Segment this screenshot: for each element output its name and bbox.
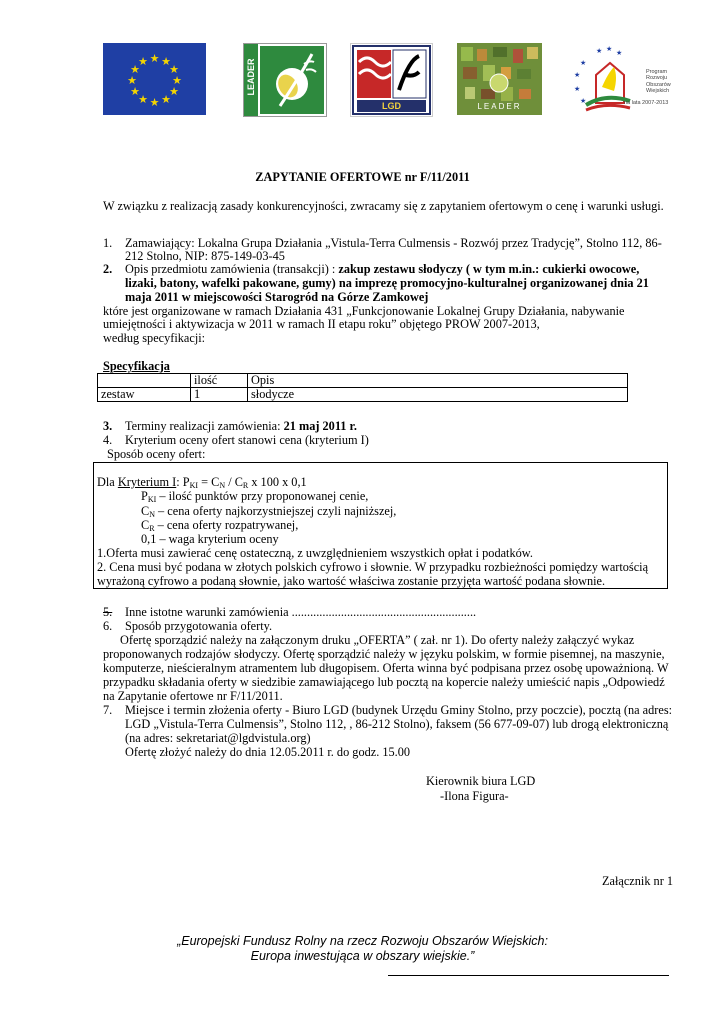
- scoring-point-2-line-1: 2. Cena musi być podana w złotych polskich cyfrowo i słownie. W przypadku rozbieżności pomiędzy wartością: [97, 560, 649, 574]
- prow-logo-text-1: Program: [646, 69, 668, 75]
- item-4-text: Kryterium oceny ofert stanowi cena (kryterium I): [125, 433, 369, 447]
- svg-text:★: ★: [596, 47, 603, 55]
- svg-text:★: ★: [574, 71, 581, 79]
- legend-symbol: C: [141, 518, 150, 532]
- prow-logo-text-5: na lata 2007-2013: [624, 100, 669, 106]
- legend-sub: R: [149, 524, 155, 533]
- scoring-label: Sposób oceny ofert:: [107, 447, 206, 461]
- formula-part: / C: [225, 475, 243, 489]
- spec-header-row: [98, 374, 628, 388]
- eu-stars-icon: [103, 43, 206, 115]
- svg-text:★: ★: [169, 63, 179, 76]
- intro-text: W związku z realizacją zasady konkurencyjności, zwracamy się z zapytaniem ofertowym o cenę i warunki usługi.: [103, 199, 664, 213]
- scoring-point-2-line-2: wyrażoną cyfrowo a podaną słownie, jako wartość właściwa zostanie przyjęta wartość podana słownie.: [97, 574, 606, 588]
- spec-row: [98, 388, 628, 402]
- eu-flag-logo: [103, 43, 206, 115]
- svg-text:★: ★: [606, 45, 613, 53]
- item-2-line-6: według specyfikacji:: [103, 331, 206, 345]
- svg-text:★: ★: [574, 85, 581, 93]
- attachment-label: Załącznik nr 1: [602, 874, 674, 888]
- item-7-line-3: (na adres: sekretariat@lgdvistula.org): [125, 731, 311, 745]
- formula-prefix: Dla: [97, 475, 118, 489]
- formula-part: : P: [176, 475, 190, 489]
- item-3-label: Terminy realizacji zamówienia:: [125, 419, 284, 433]
- formula-part: = C: [198, 475, 220, 489]
- scoring-point-1: 1.Oferta musi zawierać cenę ostateczną, z uwzględnieniem wszystkich opłat i podatków.: [97, 546, 533, 560]
- spec-header-cell: [98, 374, 191, 388]
- signature-role: Kierownik biura LGD: [426, 774, 536, 788]
- legend-sub: N: [149, 510, 155, 519]
- svg-text:★: ★: [580, 97, 587, 105]
- legend-cn: [141, 504, 396, 518]
- item-5-text: Inne istotne warunki zamówienia ............................................................: [125, 605, 477, 619]
- formula-part: x 100 x 0,1: [248, 475, 307, 489]
- formula-sub: R: [242, 481, 249, 490]
- svg-text:★: ★: [138, 55, 148, 68]
- spec-table: [97, 373, 628, 402]
- item-3-date: 21 maj 2011 r.: [283, 419, 357, 433]
- leader-logo: [243, 43, 327, 117]
- item-2-line-3: maja 2011 w miejscowości Starogród na Górze Zamkowej: [125, 290, 429, 304]
- leader-logo-text: LEADER: [246, 58, 256, 96]
- svg-text:★: ★: [149, 96, 160, 109]
- svg-text:★: ★: [130, 85, 140, 98]
- criterion-name: Kryterium I: [117, 475, 177, 489]
- lgd-logo: [350, 43, 433, 117]
- svg-text:★: ★: [138, 93, 148, 106]
- footer-divider: [388, 975, 669, 976]
- item-6-line-5: przypadku składania oferty w siedzibie zamawiającego lub pocztą na kopercie należy umieścić napis „Odpowiedź: [103, 675, 665, 689]
- footer-line-1: „Europejski Fundusz Rolny na rzecz Rozwoju Obszarów Wiejskich:: [177, 934, 548, 948]
- legend-symbol: P: [141, 489, 148, 503]
- legend-pki: [141, 489, 368, 503]
- svg-text:★: ★: [161, 55, 171, 68]
- item-1-number: 1.: [103, 236, 113, 250]
- lgd-logo-text: LGD: [382, 101, 401, 111]
- legend-sub: KI: [147, 495, 157, 504]
- mosaic-logo-text: LEADER: [477, 102, 522, 111]
- prow-logo-text-3: Obszarów: [646, 81, 671, 88]
- legend-text: – ilość punktów przy proponowanej cenie,: [156, 489, 369, 503]
- item-1-line-2: 212 Stolno, NIP: 875-149-03-45: [125, 249, 285, 263]
- svg-text:★: ★: [169, 85, 179, 98]
- formula-sub: KI: [189, 481, 199, 490]
- svg-text:★: ★: [616, 49, 623, 57]
- legend-text: – cena oferty najkorzystniejszej czyli najniższej,: [154, 504, 397, 518]
- spec-cell: zestaw: [98, 388, 191, 402]
- item-6-number: 6.: [103, 619, 113, 633]
- item-7-number: 7.: [103, 703, 113, 717]
- svg-text:★: ★: [130, 63, 140, 76]
- formula-sub: N: [219, 481, 226, 490]
- spec-heading: Specyfikacja: [103, 359, 170, 373]
- item-6-text: Sposób przygotowania oferty.: [125, 619, 273, 633]
- item-2-line-4: które jest organizowane w ramach Działania 431 „Funkcjonowanie Lokalnej Grupy Działania, nabywanie: [103, 304, 625, 318]
- leader-emblem-icon: [260, 46, 324, 114]
- footer-line-2: Europa inwestująca w obszary wiejskie.”: [250, 949, 475, 963]
- item-2-subject: zakup zestawu słodyczy ( w tym m.in.: cukierki owocowe,: [338, 262, 640, 276]
- formula-line: [97, 475, 307, 489]
- item-7-line-4: Ofertę złożyć należy do dnia 12.05.2011 r. do godz. 15.00: [125, 745, 411, 759]
- item-3-number: 3.: [103, 419, 113, 433]
- spec-cell: 1: [191, 388, 248, 402]
- item-2-label: Opis przedmiotu zamówienia (transakcji) :: [125, 262, 339, 276]
- item-2-line-5: umiejętności i aktywizacja w 2011 w ramach II etapu roku” objętego PROW 2007-2013,: [103, 317, 540, 331]
- item-6-line-2: Ofertę sporządzić należy na załączonym druku „OFERTA” ( zał. nr 1). Do oferty należy załączyć wykaz: [120, 633, 635, 647]
- spec-header-cell: ilość: [191, 374, 248, 388]
- prow-logo-text-2: Rozwoju: [646, 75, 668, 82]
- prow-logo-text-4: Wiejskich: [646, 87, 670, 94]
- legend-symbol: C: [141, 504, 150, 518]
- svg-text:★: ★: [127, 74, 137, 87]
- item-3-line: [125, 419, 357, 433]
- item-6-line-6: na Zapytanie ofertowe nr F/11/2011.: [103, 689, 283, 703]
- prow-logo: [566, 43, 676, 115]
- item-7-line-1: Miejsce i termin złożenia oferty - Biuro LGD (budynek Urzędu Gminy Stolno, przy poczcie), pocztą (na adres:: [125, 703, 673, 717]
- item-6-line-4: komputerze, nieścieralnym atramentem lub długopisem. Oferta winna być podpisana przez osobę upoważnioną. W: [103, 661, 669, 675]
- spec-header-cell: Opis: [248, 374, 628, 388]
- legend-weight: 0,1 – waga kryterium oceny: [141, 532, 279, 546]
- item-2-number: 2.: [103, 262, 113, 276]
- spec-cell: słodycze: [248, 388, 628, 402]
- item-6-line-3: proponowanych rodzajów słodyczy. Ofertę sporządzić należy w języku polskim, w formie pisemnej, na maszynie,: [103, 647, 665, 661]
- page-title: ZAPYTANIE OFERTOWE nr F/11/2011: [255, 170, 470, 184]
- item-2-line-2: lizaki, batony, wafelki pakowane, gumy) na imprezę promocyjno-kulturalnej organizowanej dnia 21: [125, 276, 649, 290]
- svg-text:★: ★: [172, 74, 182, 87]
- svg-text:★: ★: [149, 52, 160, 65]
- leader-mosaic-logo: [457, 43, 542, 115]
- item-5-number: 5.: [103, 605, 113, 619]
- item-2-line-1: [125, 262, 639, 276]
- legend-cr: [141, 518, 298, 532]
- item-7-line-2: LGD „Vistula-Terra Culmensis”, Stolno 112, , 86-212 Stolno), faksem (56 677-09-07) lub drogą elektroniczną: [125, 717, 669, 731]
- svg-text:★: ★: [161, 93, 171, 106]
- svg-text:★: ★: [580, 59, 587, 67]
- item-1-line-1: Zamawiający: Lokalna Grupa Działania „Vistula-Terra Culmensis - Rozwój przez Tradycję”, Stolno 112, 86-: [125, 236, 662, 250]
- item-4-number: 4.: [103, 433, 113, 447]
- legend-text: – cena oferty rozpatrywanej,: [154, 518, 299, 532]
- signature-name: -Ilona Figura-: [440, 789, 509, 803]
